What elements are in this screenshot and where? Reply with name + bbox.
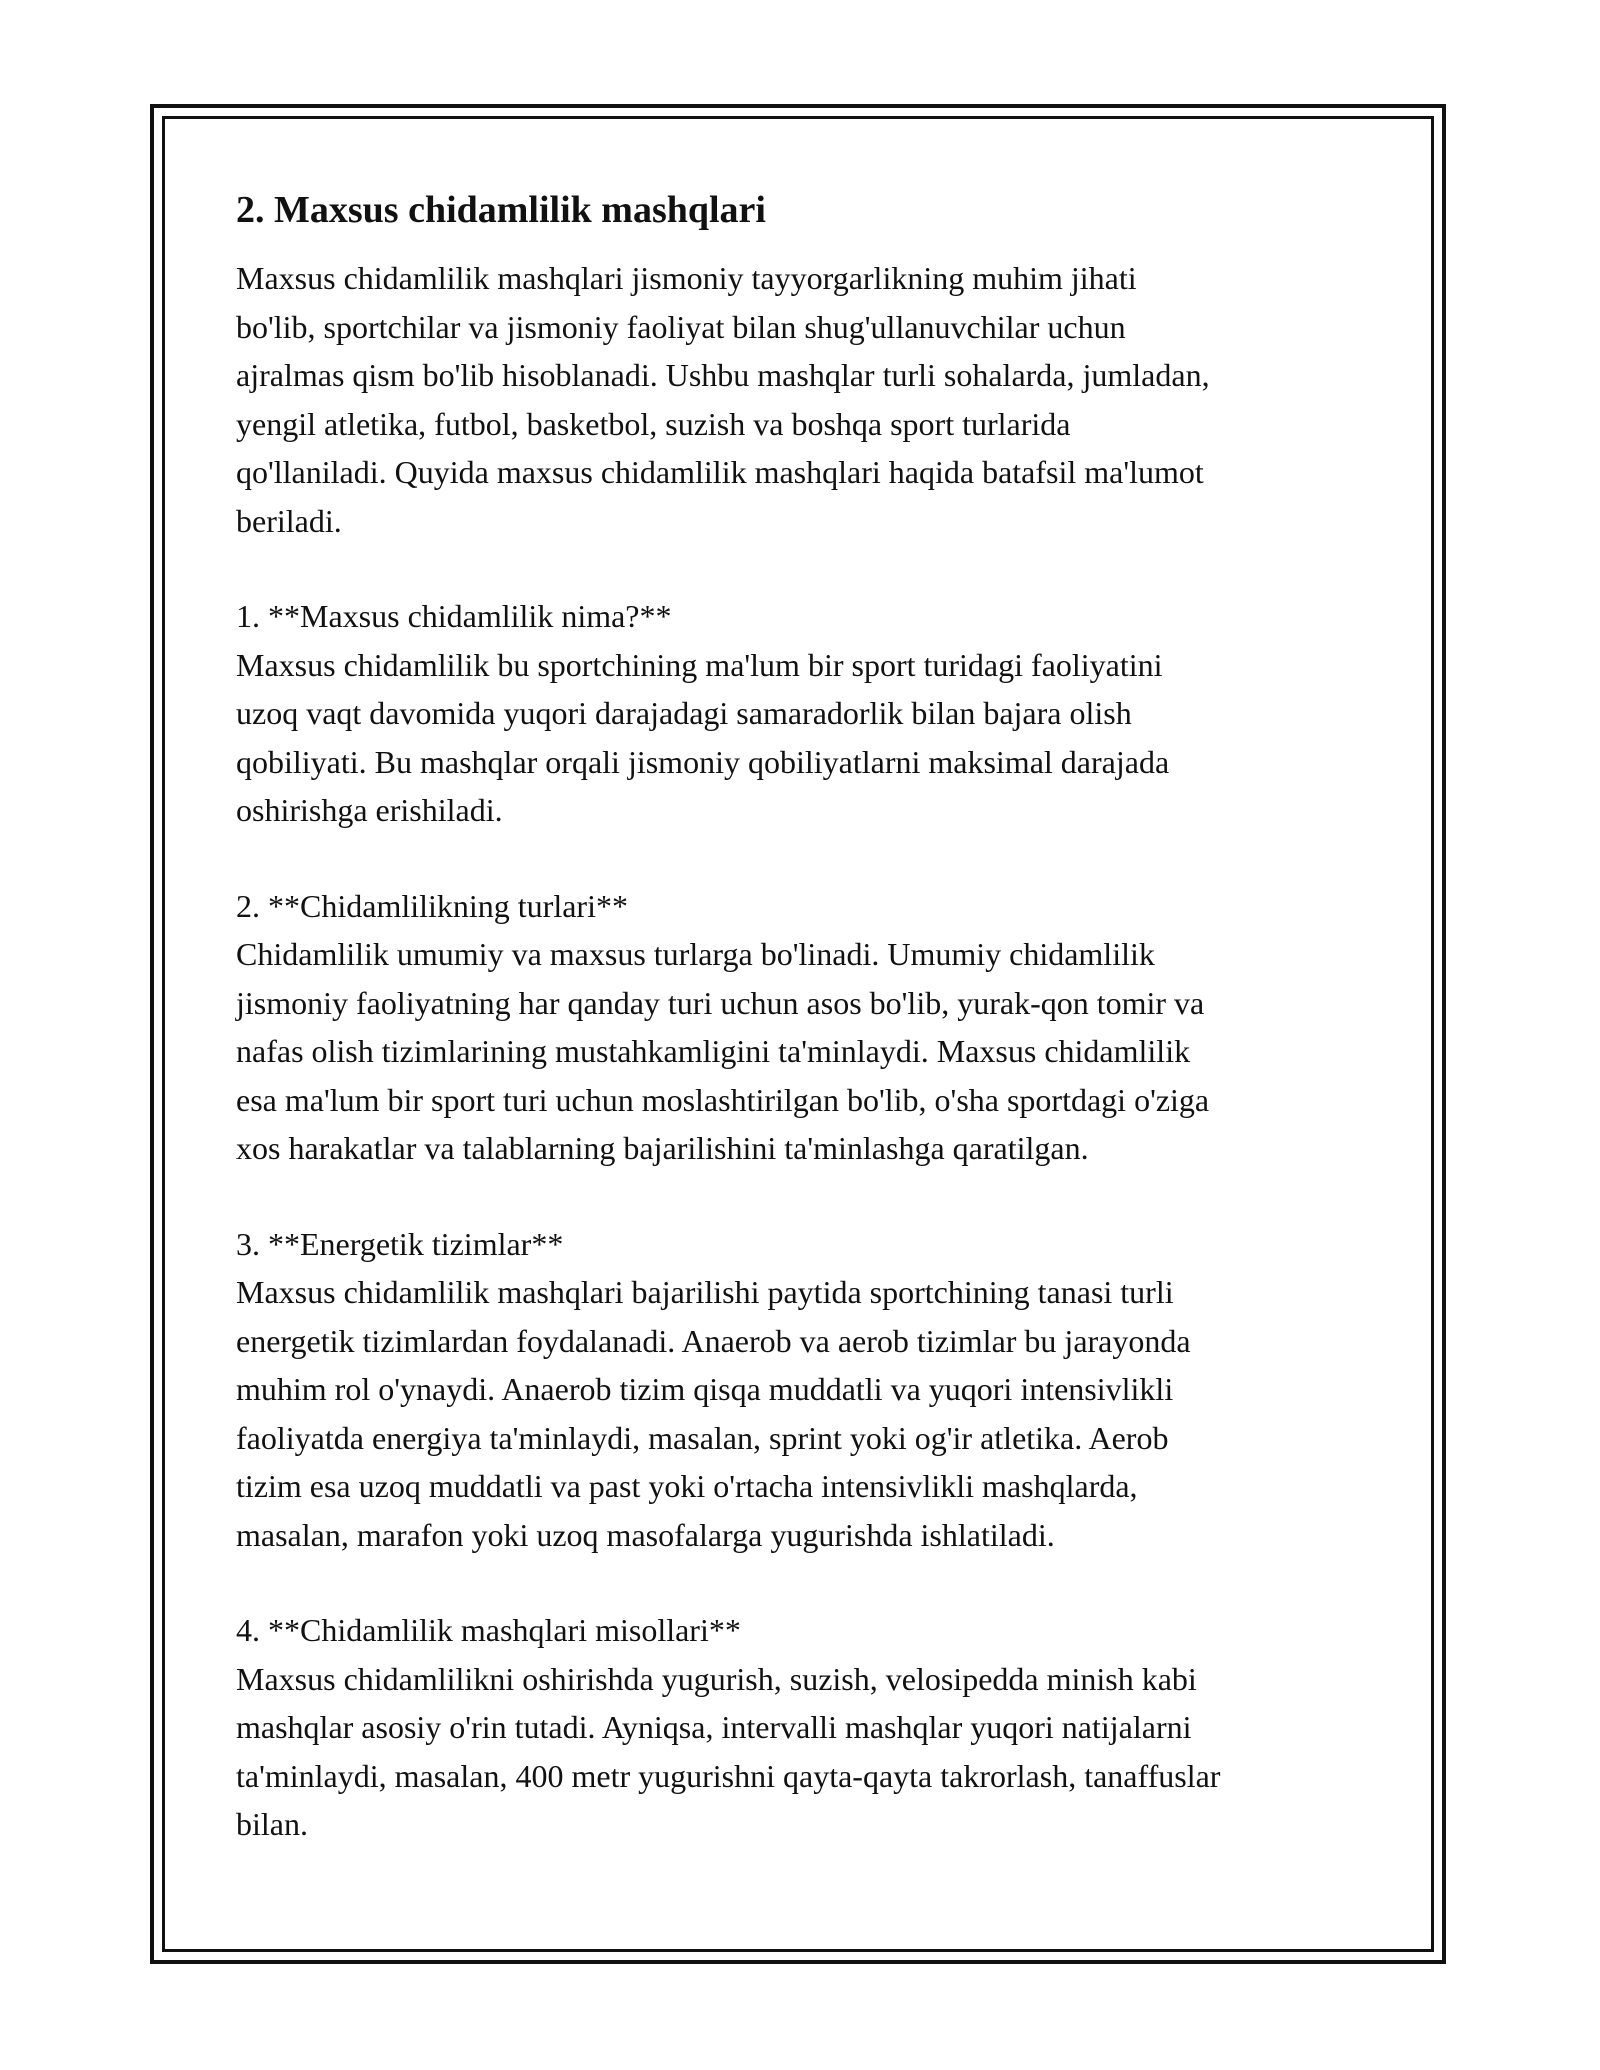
section-heading: 1. **Maxsus chidamlilik nima?** bbox=[236, 598, 672, 634]
intro-paragraph: Maxsus chidamlilik mashqlari jismoniy tayyorgarlikning muhim jihati bo'lib, sportchilar va jismoniy faoliyat bilan shug'ullanuvchilar uchun ajralmas qism bo'lib hisoblanadi. Ushbu mashqlar turli sohalarda, jumladan, yengil atletika, futbol, basketbol, suzish va boshqa sport turlarida qo'llaniladi. Quyida maxsus chidamlilik mashqlari haqida batafsil ma'lumot beriladi. bbox=[236, 260, 1210, 539]
section-body: Maxsus chidamlilik mashqlari bajarilishi paytida sportchining tanasi turli energetik tizimlardan foydalanadi. Anaerob va aerob tizimlar bu jarayonda muhim rol o'ynaydi. Anaerob tizim qisqa muddatli va yuqori intensivlikli faoliyatda energiya ta'minlaydi, masalan, sprint yoki og'ir atletika. Aerob tizim esa uzoq muddatli va past yoki o'rtacha intensivlikli mashqlarda, masalan, marafon yoki uzoq masofalarga yugurishda ishlatiladi. bbox=[236, 1274, 1191, 1553]
section-body: Maxsus chidamlilikni oshirishda yugurish, suzish, velosipedda minish kabi mashqlar asosiy o'rin tutadi. Ayniqsa, intervalli mashqlar yuqori natijalarni ta'minlaydi, masalan, 400 metr yugurishni qayta-qayta takrorlash, tanaffuslar bilan. bbox=[236, 1660, 1221, 1842]
section-heading: 3. **Energetik tizimlar** bbox=[236, 1225, 564, 1262]
document-title: 2. Maxsus chidamlilik mashqlari bbox=[236, 189, 766, 231]
section-heading: 2. **Chidamlilikning turlari** bbox=[236, 887, 628, 924]
section-1 bbox=[236, 592, 1376, 835]
section-4 bbox=[236, 1606, 1376, 1849]
section-body: Chidamlilik umumiy va maxsus turlarga bo'linadi. Umumiy chidamlilik jismoniy faoliyatning har qanday turi uchun asos bo'lib, yurak-qon tomir va nafas olish tizimlarining mustahkamligini ta'minlaydi. Maxsus chidamlilik esa ma'lum bir sport turi uchun moslashtirilgan bo'lib, o'sha sportdagi o'ziga xos harakatlar va talablarning bajarilishini ta'minlashga qaratilgan. bbox=[236, 936, 1210, 1166]
section-3 bbox=[236, 1220, 1376, 1560]
document-content bbox=[236, 186, 1376, 1849]
section-2 bbox=[236, 882, 1376, 1173]
section-body: Maxsus chidamlilik bu sportchining ma'lum bir sport turidagi faoliyatini uzoq vaqt davomida yuqori darajadagi samaradorlik bilan bajara olish qobiliyati. Bu mashqlar orqali jismoniy qobiliyatlarni maksimal darajada oshirishga erishiladi. bbox=[236, 646, 1170, 828]
section-heading: 4. **Chidamlilik mashqlari misollari** bbox=[236, 1612, 741, 1648]
